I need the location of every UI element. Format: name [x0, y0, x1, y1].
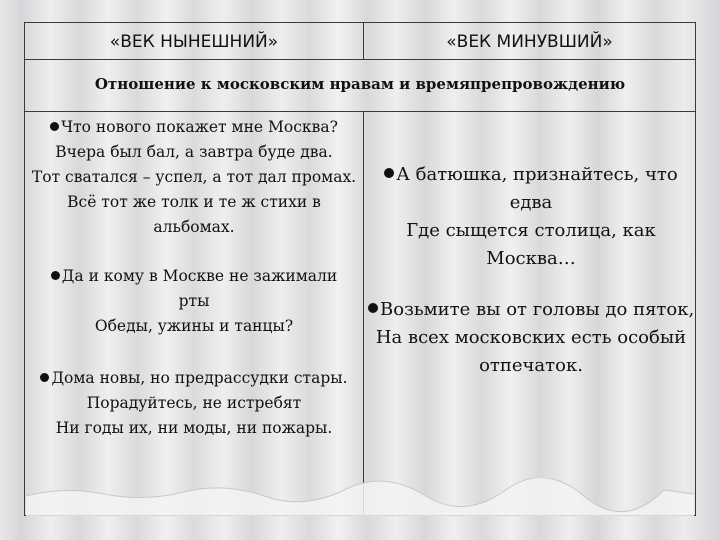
quote-line: Тот сватался – успел, а тот дал промах. [31, 168, 357, 186]
quote-line: Возьмите вы от головы до пяток, [368, 296, 694, 324]
present-century-column [25, 111, 363, 515]
quote-line: Ни годы их, ни моды, ни пожары. [55, 419, 333, 437]
quote-line: Порадуйтесь, не истребят [86, 394, 302, 412]
bullet-icon [40, 373, 49, 382]
quote-block [27, 366, 361, 441]
quote-line: Обеды, ужины и танцы? [94, 317, 294, 335]
header-row [25, 23, 695, 60]
bullet-icon [50, 122, 59, 131]
quote-line: А батюшка, признайтесь, что [368, 161, 694, 189]
quote-block [27, 115, 361, 240]
bullet-icon [384, 168, 394, 178]
quote-line: Дома новы, но предрассудки стары. [27, 366, 361, 391]
quote-line: Где сыщется столица, как [406, 220, 656, 241]
bullet-icon [51, 271, 60, 280]
quote-block [368, 296, 694, 380]
quote-line: Москва… [486, 248, 576, 269]
quote-block [368, 161, 694, 273]
quote-line: рты [178, 292, 210, 310]
past-century-column [364, 111, 696, 515]
quote-line: Да и кому в Москве не зажимали [27, 264, 361, 289]
comparison-table [24, 22, 696, 516]
quote-line: Всё тот же толк и те ж стихи в [67, 193, 321, 211]
header-present-century: «ВЕК НЫНЕШНИЙ» [25, 23, 364, 59]
header-past-century: «ВЕК МИНУВШИЙ» [446, 32, 613, 52]
curtain-fringe-decoration [24, 478, 696, 518]
quote-block [27, 264, 361, 339]
quote-line: альбомах. [153, 218, 235, 236]
quote-line: На всех московских есть особый [375, 327, 687, 348]
quote-line: едва [509, 192, 553, 213]
quote-line: отпечаток. [479, 355, 583, 376]
quote-line: Что нового покажет мне Москва? [27, 115, 361, 140]
quote-line: Вчера был бал, а завтра буде два. [55, 143, 333, 161]
bullet-icon [368, 303, 378, 313]
subheader-topic: Отношение к московским нравам и времяпрепровождению [25, 59, 695, 112]
